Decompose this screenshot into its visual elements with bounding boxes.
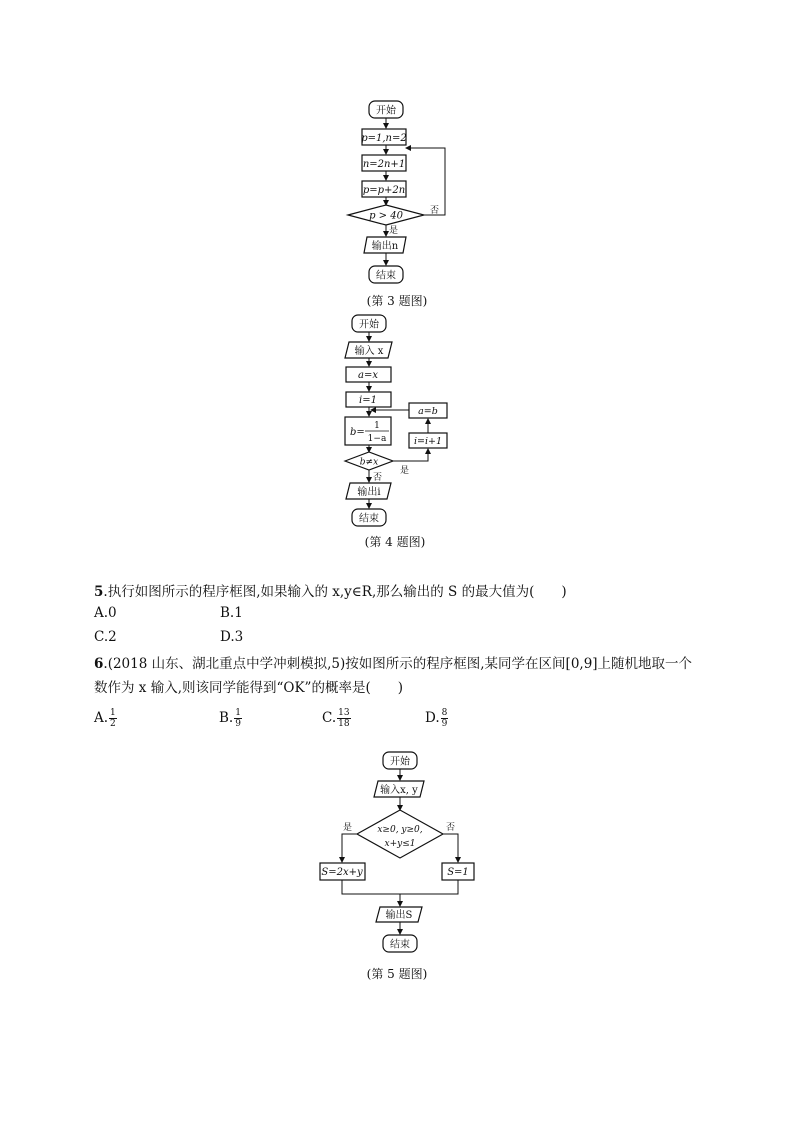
q5-option-c: C.2 xyxy=(94,629,117,645)
fc3-end-label: 结束 xyxy=(376,270,396,282)
fc4-loop-i-label: i=i+1 xyxy=(413,436,443,447)
fc5-caption: (第 5 题图) xyxy=(366,967,428,981)
q5-stem: .执行如图所示的程序框图,如果输入的 x,y∈R,那么输出的 S 的最大值为( ) xyxy=(103,584,567,600)
fc5-condition-line1: x≥0, y≥0, xyxy=(377,825,423,835)
fc5-no-label: 否 xyxy=(446,823,456,833)
fc3-step1-label: n=2n+1 xyxy=(362,159,406,170)
fc4-no-label: 否 xyxy=(373,473,383,483)
fc4-input-label: 输入 x xyxy=(354,346,384,357)
q6-option-a: A. $\frac{1}{2}$ xyxy=(94,708,116,729)
fc5-end-label: 结束 xyxy=(390,939,410,951)
fc4-caption: (第 4 题图) xyxy=(364,535,426,549)
fc4-assign-i-label: i=1 xyxy=(359,395,377,406)
fc5-output-label: 输出S xyxy=(385,910,413,921)
q5-option-a: A.0 xyxy=(94,605,117,621)
fc5-condition-line2: x+y≤1 xyxy=(384,839,416,849)
fc4-b-prefix: b= xyxy=(350,427,365,438)
fc4-yes-label: 是 xyxy=(400,466,410,476)
fc3-yes-label: 是 xyxy=(389,226,399,236)
q6-number: 6 xyxy=(94,656,104,672)
fc4-b-numerator: 1 xyxy=(374,421,380,431)
q5-number: 5 xyxy=(94,584,104,600)
q6-text-line2: 数作为 x 输入,则该同学能得到“OK”的概率是( ) xyxy=(94,680,403,696)
fc4-loop-a-label: a=b xyxy=(418,406,438,417)
fc5-right-label: S=1 xyxy=(447,867,469,878)
fc5-yes-label: 是 xyxy=(343,823,353,833)
fc4-end-label: 结束 xyxy=(359,513,379,525)
q6-option-d: D. $\frac{8}{9}$ xyxy=(425,708,448,729)
fc4-output-label: 输出i xyxy=(357,487,381,498)
q5-option-b: B.1 xyxy=(220,605,243,621)
fc5-input-label: 输入x, y xyxy=(380,785,418,796)
q6-option-c: C. $\frac{13}{18}$ xyxy=(322,708,350,729)
fc3-init-label: p=1,n=2 xyxy=(361,133,407,144)
fc5-start-label: 开始 xyxy=(390,756,410,768)
q5-option-d: D.3 xyxy=(220,629,244,645)
fc3-condition-label: p > 40 xyxy=(369,210,403,222)
fc3-no-label: 否 xyxy=(430,206,440,216)
fc3-output-label: 输出n xyxy=(371,241,399,252)
fc4-b-denominator: 1−a xyxy=(367,434,387,444)
fc3-start-label: 开始 xyxy=(376,105,396,117)
fc5-left-label: S=2x+y xyxy=(321,867,363,878)
fc3-caption: (第 3 题图) xyxy=(366,294,428,308)
q6-stem-line1: .(2018 山东、湖北重点中学冲刺模拟,5)按如图所示的程序框图,某同学在区间[0,9]上随机地取一个 xyxy=(103,656,693,672)
fc3-step2-label: p=p+2n xyxy=(362,185,406,196)
fc4-start-label: 开始 xyxy=(359,319,379,331)
fc4-assign-a-label: a=x xyxy=(358,370,378,381)
fc4-condition-label: b≠x xyxy=(359,457,379,468)
q6-option-b: B. $\frac{1}{9}$ xyxy=(219,708,241,729)
